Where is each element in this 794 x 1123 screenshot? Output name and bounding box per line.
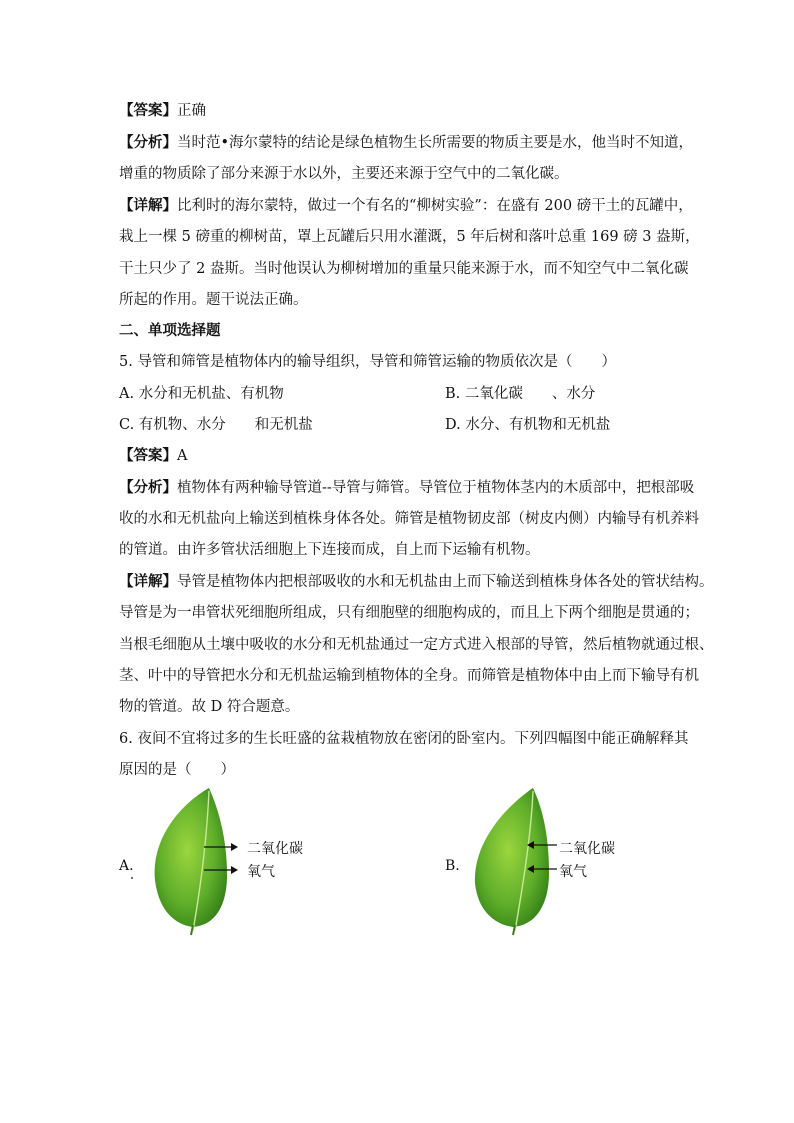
section-title: 二、单项选择题 (119, 322, 221, 339)
q5-answer-line (119, 446, 679, 466)
analysis-text: 植物体有两种输导管道--导管与筛管。导管位于植物体茎内的木质部中，把根部吸 (177, 480, 695, 496)
q5-detail-line2: 导管是为一串管状死细胞所组成，只有细胞壁的细胞构成的，而且上下两个细胞是贯通的； (119, 605, 699, 621)
analysis-tag: 【分析】 (119, 134, 177, 151)
q5-analysis-line3: 的管道。由许多管状活细胞上下连接而成，自上而下运输有机物。 (119, 542, 540, 558)
dot-mark (131, 877, 133, 879)
leaf-b-blade (475, 788, 549, 927)
q6-stem-line1: 6. 夜间不宜将过多的生长旺盛的盆栽植物放在密闭的卧室内。下列四幅图中能正确解释其 (119, 731, 689, 747)
figure-b (445, 785, 645, 940)
detail-text: 比利时的海尔蒙特，做过一个有名的“柳树实验”：在盛有 200 磅干土的瓦罐中， (177, 198, 693, 214)
detail-tag: 【详解】 (119, 197, 177, 214)
o2-label-a: 氧气 (247, 864, 275, 880)
figure-a (119, 785, 319, 940)
analysis-tag: 【分析】 (119, 479, 177, 496)
q4-detail-line4: 所起的作用。题干说法正确。 (119, 292, 308, 308)
answer-tag: 【答案】 (119, 447, 177, 464)
q5-analysis-line2: 收的水和无机盐向上输送到植株身体各处。筛管是植物韧皮部（树皮内侧）内输导有机养料 (119, 511, 699, 527)
q6-stem-line2: 原因的是（ ） (119, 762, 235, 778)
q5-option-c: C. 有机物、水分 和无机盐 (119, 417, 313, 433)
o2-label-b: 氧气 (559, 864, 587, 880)
q4-analysis-line2: 增重的物质除了部分来源于水以外，主要还来源于空气中的二氧化碳。 (119, 166, 569, 182)
q4-detail-line3: 干土只少了 2 盎斯。当时他误认为柳树增加的重量只能来源于水，而不知空气中二氧化碳 (119, 261, 689, 277)
leaf-b-illustration (445, 785, 645, 940)
q5-stem: 5. 导管和筛管是植物体内的输导组织，导管和筛管运输的物质依次是（ ） (119, 354, 616, 370)
q4-analysis-line1 (119, 133, 694, 153)
co2-label-a: 二氧化碳 (247, 841, 303, 857)
figure-b-label: B. (445, 858, 460, 874)
figure-a-label: A. (119, 858, 134, 874)
q4-answer-line (119, 101, 679, 121)
leaf-a-blade (155, 788, 227, 927)
answer-tag: 【答案】 (119, 102, 177, 119)
detail-tag: 【详解】 (119, 573, 177, 590)
o2-arrowhead-a (231, 866, 238, 874)
co2-label-b: 二氧化碳 (559, 841, 615, 857)
q5-detail-line1 (119, 572, 714, 592)
answer-value: 正确 (177, 103, 206, 119)
co2-arrowhead-a (231, 843, 238, 851)
detail-text: 导管是植物体内把根部吸收的水和无机盐由上而下输送到植株身体各处的管状结构。 (177, 574, 714, 590)
q4-detail-line2: 栽上一棵 5 磅重的柳树苗，罩上瓦罐后只用水灌溉，5 年后树和落叶总重 169 磅 3 盎斯， (119, 229, 700, 245)
q4-detail-line1 (119, 196, 693, 216)
answer-value: A (177, 448, 188, 464)
q5-analysis-line1 (119, 478, 695, 498)
q5-detail-line3: 当根毛细胞从土壤中吸收的水分和无机盐通过一定方式进入根部的导管，然后植物就通过根、 (119, 637, 714, 653)
analysis-text: 当时范•海尔蒙特的结论是绿色植物生长所需要的物质主要是水，他当时不知道， (177, 135, 694, 151)
q5-option-b: B. 二氧化碳 、水分 (445, 386, 596, 402)
q5-detail-line5: 物的管道。故 D 符合题意。 (119, 699, 300, 715)
leaf-a-illustration (119, 785, 319, 940)
q5-option-a: A. 水分和无机盐、有机物 (119, 386, 284, 402)
q5-option-d: D. 水分、有机物和无机盐 (445, 417, 611, 433)
q5-detail-line4: 茎、叶中的导管把水分和无机盐运输到植物体的全身。而筛管是植物体中由上而下输导有机 (119, 668, 699, 684)
